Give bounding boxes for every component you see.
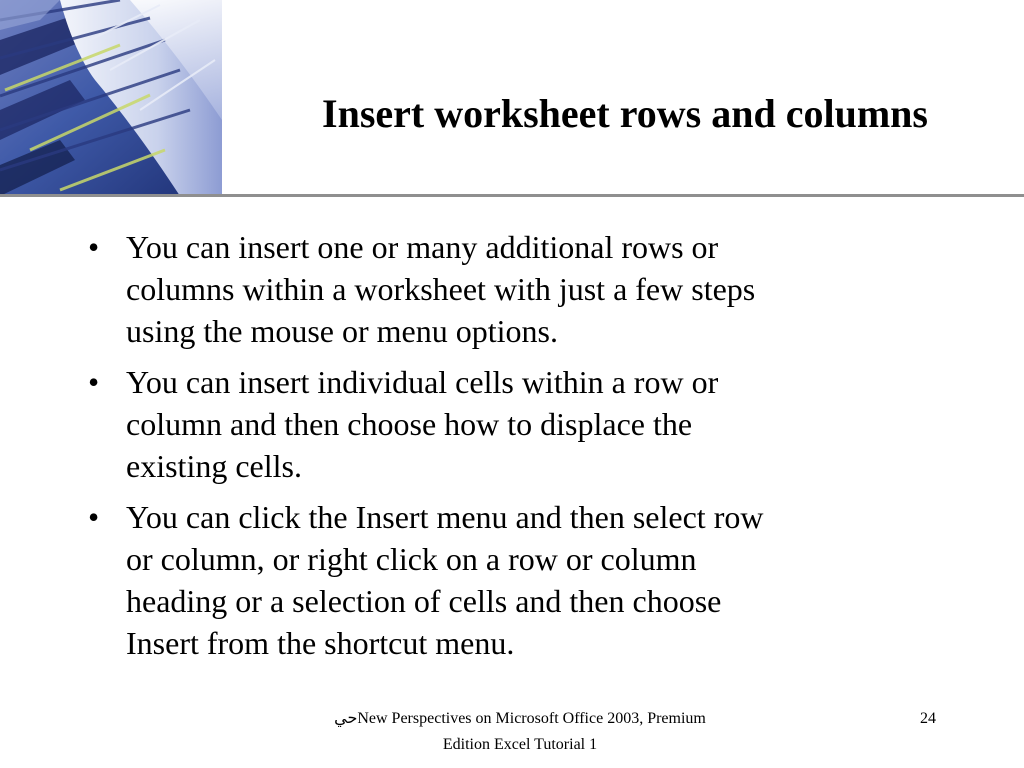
bullet-item xyxy=(88,496,988,664)
bullet-line: • You can insert individual cells within a row or xyxy=(126,364,719,400)
bullet-line: • You can click the Insert menu and then select row xyxy=(126,499,764,535)
bullet-list xyxy=(88,226,988,673)
page-number: 24 xyxy=(920,710,936,727)
bullet-line: heading or a selection of cells and then choose xyxy=(126,583,722,619)
bullet-line: existing cells. xyxy=(126,448,302,484)
slide-title: Insert worksheet rows and columns xyxy=(322,91,928,136)
footer-caption xyxy=(260,706,780,758)
abstract-architecture-image xyxy=(0,0,222,196)
footer-line: حيNew Perspectives on Microsoft Office 2003, Premium xyxy=(334,710,706,727)
bullet-line: columns within a worksheet with just a few steps xyxy=(126,271,756,307)
bullet-item xyxy=(88,226,988,352)
bullet-line: using the mouse or menu options. xyxy=(126,313,558,349)
bullet-line: • You can insert one or many additional rows or xyxy=(126,229,719,265)
header-photo xyxy=(0,0,222,196)
footer-line: Edition Excel Tutorial 1 xyxy=(442,736,598,753)
bullet-line: or column, or right click on a row or column xyxy=(126,541,697,577)
bullet-line: column and then choose how to displace the xyxy=(126,406,693,442)
bullet-item xyxy=(88,361,988,487)
bullet-line: Insert from the shortcut menu. xyxy=(126,625,515,661)
title-divider xyxy=(0,194,1024,197)
